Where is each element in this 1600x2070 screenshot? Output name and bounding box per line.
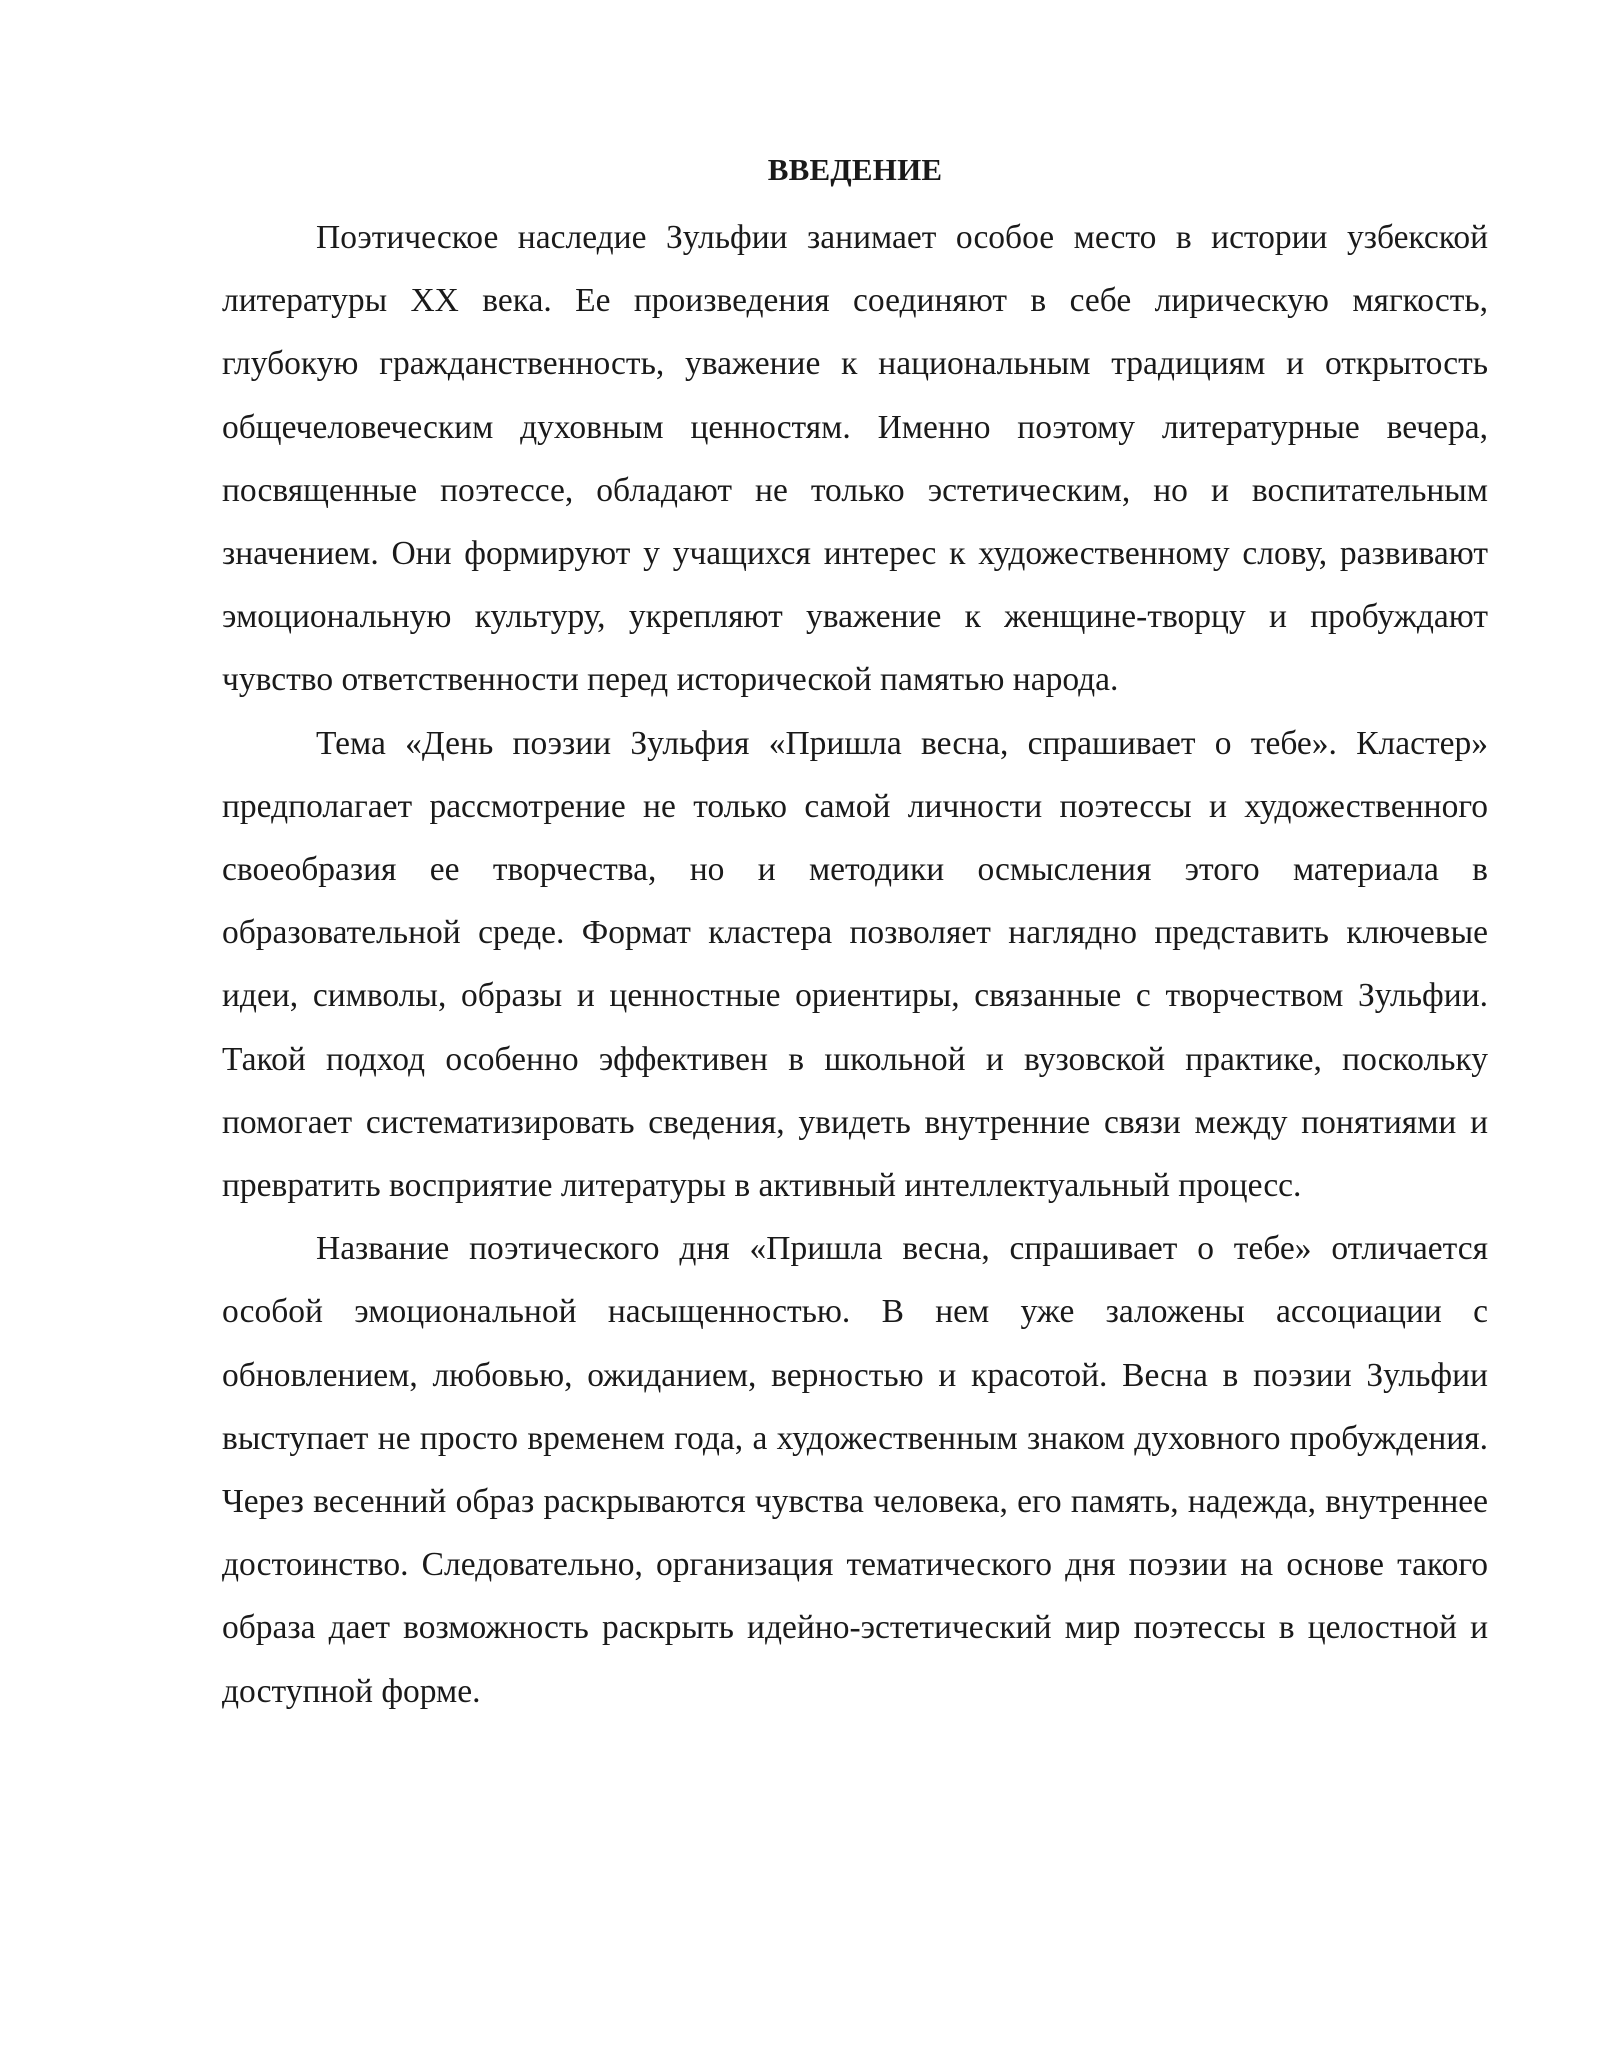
paragraph: Тема «День поэзии Зульфия «Пришла весна, спрашивает о тебе». Кластер» предполагает рассмотрение не только самой личности поэтессы и художественного своеобразия ее творчества, но и методики осмысления этого материала в образовательной среде. Формат кластера позволяет наглядно представить ключевые идеи, символы, образы и ценностные ориентиры, связанные с творчеством Зульфии. Такой подход особенно эффективен в школьной и вузовской практике, поскольку помогает систематизировать сведения, увидеть внутренние связи между понятиями и превратить восприятие литературы в активный интеллектуальный процесс. — [222, 724, 1488, 1205]
paragraph: Название поэтического дня «Пришла весна, спрашивает о тебе» отличается особой эмоциональной насыщенностью. В нем уже заложены ассоциации с обновлением, любовью, ожиданием, верностью и красотой. Весна в поэзии Зульфии выступает не просто временем года, а художественным знаком духовного пробуждения. Через весенний образ раскрываются чувства человека, его память, надежда, внутреннее достоинство. Следовательно, организация тематического дня поэзии на основе такого образа дает возможность раскрыть идейно-эстетический мир поэтессы в целостной и доступной форме. — [222, 1230, 1488, 1710]
document-body — [222, 146, 1488, 1723]
paragraph: Поэтическое наследие Зульфии занимает особое место в истории узбекской литературы XX века. Ее произведения соединяют в себе лирическую мягкость, глубокую гражданственность, уважение к национальным традициям и открытость общечеловеческим духовным ценностям. Именно поэтому литературные вечера, посвященные поэтессе, обладают не только эстетическим, но и воспитательным значением. Они формируют у учащихся интерес к художественному слову, развивают эмоциональную культуру, укрепляют уважение к женщине-творцу и пробуждают чувство ответственности перед исторической памятью народа. — [222, 219, 1488, 699]
page-title: ВВЕДЕНИЕ — [767, 152, 943, 187]
